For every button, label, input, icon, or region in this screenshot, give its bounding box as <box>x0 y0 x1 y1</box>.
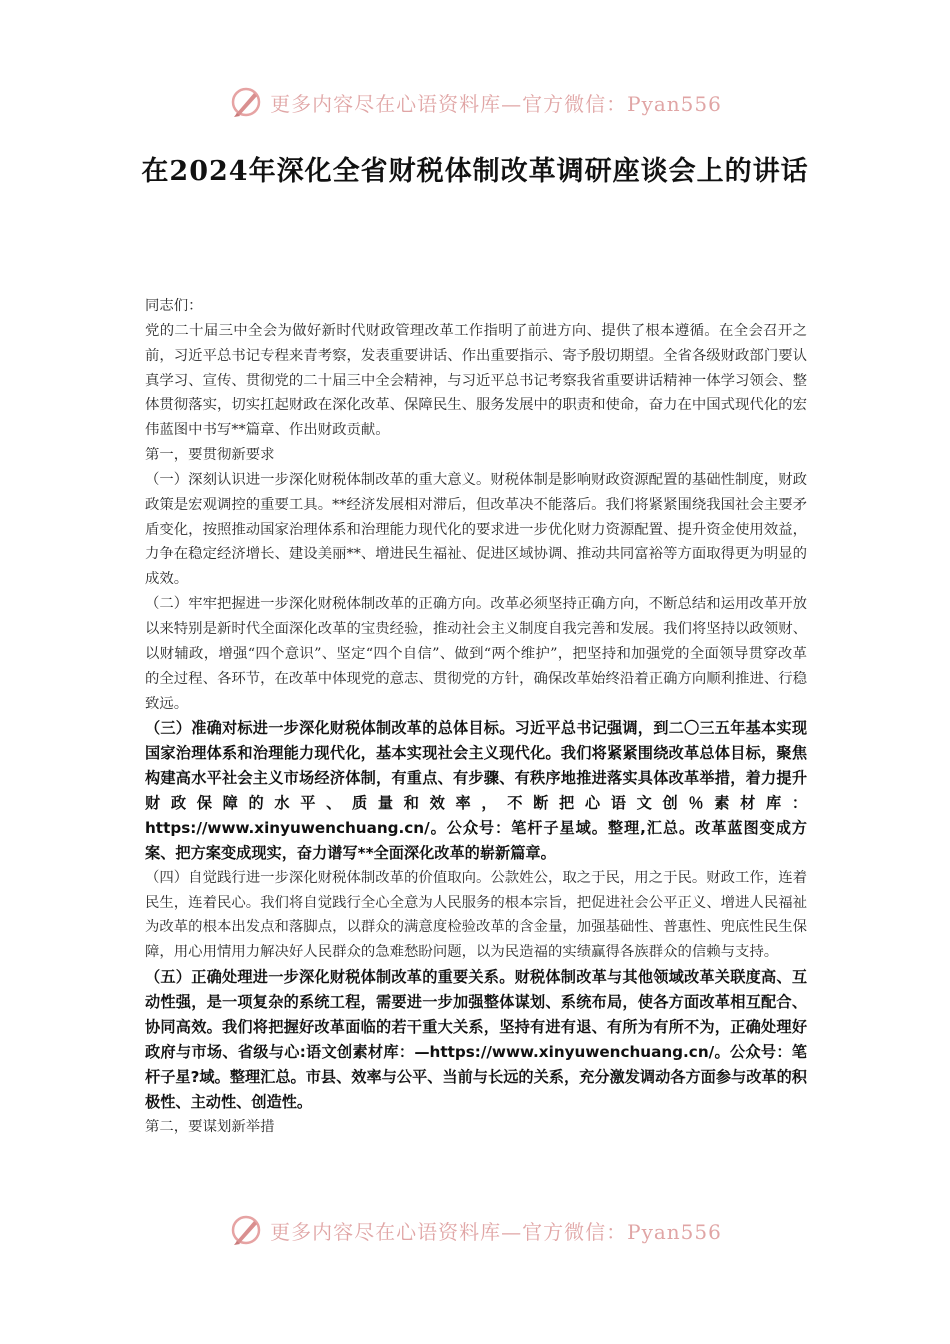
paragraph: （四）自觉践行进一步深化财税体制改革的价值取向。公款姓公，取之于民，用之于民。财政工作，连着民生，连着民心。我们将自觉践行全心全意为人民服务的根本宗旨，把促进社会公平正义、增进人民福祉为改革的根本出发点和落脚点，以群众的满意度检验改革的含金量，加强基础性、普惠性、兜底性民生保障，用心用情用力解决好人民群众的急难愁盼问题，以为民造福的实绩赢得各族群众的信赖与支持。 <box>145 869 807 961</box>
watermark-banner-bottom <box>0 1210 950 1250</box>
banner-text: 更多内容尽在心语资料库—官方微信：Pyan556 <box>270 91 722 116</box>
paragraph: 第二，要谋划新举措 <box>145 1118 275 1135</box>
paragraph: （五）正确处理进一步深化财税体制改革的重要关系。财税体制改革与其他领域改革关联度高、互动性强，是一项复杂的系统工程，需要进一步加强整体谋划、系统布局，使各方面改革相互配合、协同高效。我们将把握好改革面临的若干重大关系，坚持有进有退、有所为有所不为，正确处理好政府与市场、省级与心:语文创素材库：—https://www.xinyuwenchuang.cn/。公众号：笔杆子星?域。整理汇总。市县、效率与公平、当前与长远的关系，充分激发调动各方面参与改革的积极性、主动性、创造性。 <box>145 968 807 1111</box>
paragraph: 第一，要贯彻新要求 <box>145 447 275 464</box>
page-title: 在2024年深化全省财税体制改革调研座谈会上的讲话 <box>141 156 809 187</box>
banner-text: 更多内容尽在心语资料库—官方微信：Pyan556 <box>270 1219 722 1244</box>
paragraph: （三）准确对标进一步深化财税体制改革的总体目标。习近平总书记强调，到二〇三五年基本实现国家治理体系和治理能力现代化，基本实现社会主义现代化。我们将紧紧围绕改革总体目标，聚焦构建高水平社会主义市场经济体制，有重点、有步骤、有秩序地推进落实具体改革举措，着力提升财政保障的水平、质量和效率，不断把心语文创％素材库：https://www.xinyuwenchuang.cn/。公众号：笔杆子星域。整理,汇总。改革蓝图变成方案、把方案变成现实，奋力谱写**全面深化改革的崭新篇章。 <box>145 719 807 862</box>
brush-logo-icon <box>228 84 264 120</box>
paragraph: 党的二十届三中全会为做好新时代财政管理改革工作指明了前进方向、提供了根本遵循。在全会召开之前，习近平总书记专程来青考察，发表重要讲话、作出重要指示、寄予殷切期望。全省各级财政部门要认真学习、宣传、贯彻党的二十届三中全会精神，与习近平总书记考察我省重要讲话精神一体学习领会、整体贯彻落实，切实扛起财政在深化改革、保障民生、服务发展中的职责和使命，奋力在中国式现代化的宏伟蓝图中书写**篇章、作出财政贡献。 <box>145 322 807 439</box>
paragraph: （二）牢牢把握进一步深化财税体制改革的正确方向。改革必须坚持正确方向，不断总结和运用改革开放以来特别是新时代全面深化改革的宝贵经验，推动社会主义制度自我完善和发展。我们将坚持以政领财、以财辅政，增强“四个意识”、坚定“四个自信”、做到“两个维护”，把坚持和加强党的全面领导贯穿改革的全过程、各环节，在改革中体现党的意志、贯彻党的方针，确保改革始终沿着正确方向顺利推进、行稳致远。 <box>145 596 807 712</box>
paragraph: 同志们： <box>145 298 203 314</box>
brush-logo-icon <box>228 1212 264 1248</box>
document-body <box>145 294 807 1139</box>
watermark-banner-top <box>0 82 950 122</box>
paragraph: （一）深刻认识进一步深化财税体制改革的重大意义。财税体制是影响财政资源配置的基础性制度，财政政策是宏观调控的重要工具。**经济发展相对滞后，但改革决不能落后。我们将紧紧围绕我国社会主要矛盾变化，按照推动国家治理体系和治理能力现代化的要求进一步优化财力资源配置、提升资金使用效益，力争在稳定经济增长、建设美丽**、增进民生福祉、促进区域协调、推动共同富裕等方面取得更为明显的成效。 <box>145 471 807 588</box>
